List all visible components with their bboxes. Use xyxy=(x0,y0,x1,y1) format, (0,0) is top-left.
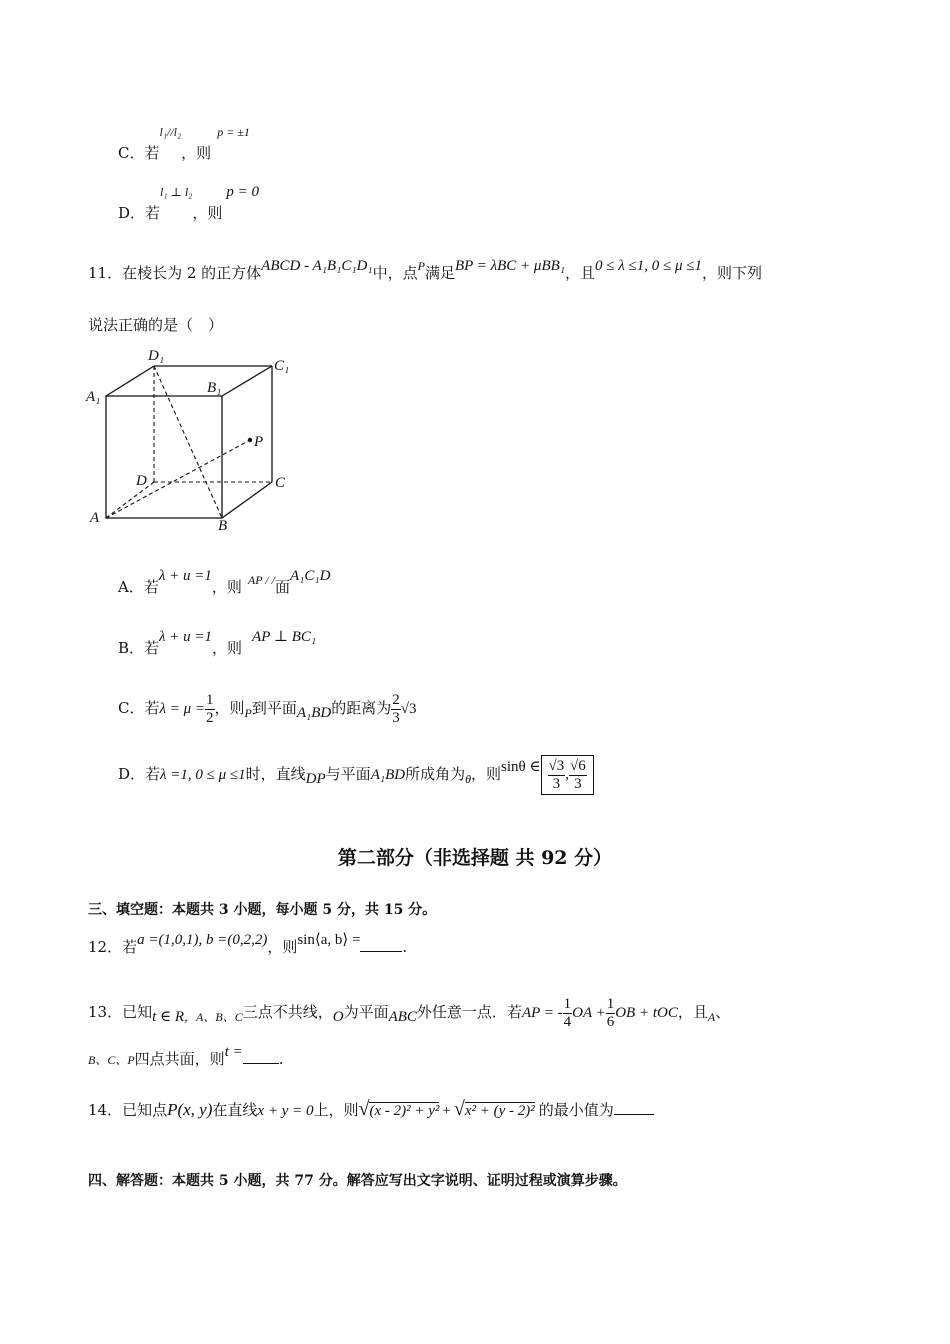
q11-d-condition: λ =1, 0 ≤ μ ≤1 xyxy=(160,767,246,783)
q13-mid4: ，且 xyxy=(677,1003,708,1021)
q11-a-plane-word: 面 xyxy=(274,578,290,596)
q10-c-condition: l₁//l₂ xyxy=(159,125,182,139)
q10-d-condition: l₁ ⊥ l₂ xyxy=(160,185,193,199)
q11-d-plane: A₁BD xyxy=(370,767,406,783)
q11-point-p: P xyxy=(417,259,425,273)
q13-points: ，A、B、C xyxy=(184,1010,243,1024)
label-p: P xyxy=(254,434,264,450)
q13-line2-points: B、C、P xyxy=(88,1053,135,1067)
q10-c-result: p = ±1 xyxy=(217,125,250,139)
q11-c-dist: 的距离为 xyxy=(331,699,392,717)
q11-a-result: AP / / xyxy=(247,573,275,587)
q13-o: O xyxy=(332,1009,344,1025)
label-d: D xyxy=(136,473,147,489)
q13-eq1: AP = - xyxy=(521,1005,563,1021)
q13-number: 13．已知 xyxy=(88,1003,153,1021)
q11-d-label: D．若 xyxy=(118,765,161,783)
q11-c-then: ，则 xyxy=(214,699,245,717)
q13-t2: t = xyxy=(224,1044,243,1060)
q11-d-mid3: 所成角为 xyxy=(405,765,466,783)
point-p xyxy=(248,438,252,442)
q14: 14．已知点P(x, y)在直线x + y = 0上，则√(x - 2)² + y² + √x² + (y - 2)² 的最小值为 xyxy=(88,1094,654,1124)
q11-d-theta: θ xyxy=(465,772,471,786)
q11-d-sin: sinθ ∈ xyxy=(501,759,541,775)
label-d1: D₁ xyxy=(148,348,165,364)
q13-abc: ABC xyxy=(388,1009,417,1025)
q11-option-c xyxy=(118,688,417,728)
label-c: C xyxy=(275,475,286,491)
q14-answer-blank[interactable] xyxy=(614,1114,654,1115)
q13-sixth: $\frac{1}{6}$ xyxy=(606,996,615,1030)
q11-stem xyxy=(88,258,763,282)
segment-a-p xyxy=(106,440,250,518)
q10-d-result: p = 0 xyxy=(226,184,259,200)
edge-b-c xyxy=(222,482,272,518)
q10-option-d xyxy=(118,184,259,222)
q11-c-label: C．若 xyxy=(118,699,160,717)
label-a1: A₁ xyxy=(86,389,101,405)
q14-number: 14．已知点 xyxy=(88,1101,168,1119)
section3-title: 三、填空题：本题共 3 小题，每小题 5 分，共 15 分。 xyxy=(88,902,437,918)
q11-c-condition: λ = μ = xyxy=(159,701,206,717)
q11-b-condition: λ + u =1 xyxy=(159,629,213,645)
q11-c-root3: √3 xyxy=(400,701,417,717)
q13-quarter: $\frac{1}{4}$ xyxy=(563,996,572,1030)
q11-c-plane: A₁BD xyxy=(296,705,332,721)
q10-option-c xyxy=(118,125,250,162)
q13-mid1: 三点不共线， xyxy=(242,1003,333,1021)
q11-c-mid: 到平面 xyxy=(251,699,297,717)
q11-option-d xyxy=(118,750,594,798)
q11-d-then: ，则 xyxy=(470,765,501,783)
q11-equation: BP = λBC + μBB₁ xyxy=(454,258,566,274)
q11-b-result: AP ⊥ BC₁ xyxy=(252,629,317,645)
q13-line2 xyxy=(88,1044,284,1068)
q10-c-label: C．若 xyxy=(118,144,160,162)
edge-a1-d1 xyxy=(106,366,154,396)
q11-cube: ABCD - A₁B₁C₁D₁ xyxy=(261,258,373,274)
q12-vectors: a =(1,0,1), b =(0,2,2) xyxy=(137,932,268,948)
q11-d-line: DP xyxy=(305,771,326,787)
q10-d-then: ，则 xyxy=(192,204,223,222)
q14-point: P(x, y) xyxy=(167,1100,213,1119)
q13-answer-blank[interactable] xyxy=(243,1063,279,1064)
cube-figure xyxy=(82,344,302,534)
q12 xyxy=(88,932,408,956)
q11-number: 11．在棱长为 2 的正方体 xyxy=(88,264,262,282)
q13 xyxy=(88,992,730,1032)
q13-a: A xyxy=(707,1010,716,1024)
front-face xyxy=(106,396,222,518)
q14-line: x + y = 0 xyxy=(257,1103,314,1119)
q14-mid2: 上，则 xyxy=(313,1101,359,1119)
q11-option-b xyxy=(118,629,317,657)
q11-mid1: 中，点 xyxy=(372,264,418,282)
q13-eq2: OA + xyxy=(572,1005,606,1021)
q13-sep: 、 xyxy=(715,1003,731,1021)
edge-b1-c1 xyxy=(222,366,272,396)
q11-d-interval: $\frac{√3}{3}$ , $\frac{√6}{3}$ xyxy=(541,755,594,795)
q11-a-label: A．若 xyxy=(118,578,159,596)
label-b: B xyxy=(218,518,228,534)
q11-mid3: ，且 xyxy=(565,264,596,282)
q14-root1: (x - 2)² + y² xyxy=(369,1103,440,1119)
label-c1: C₁ xyxy=(274,358,290,374)
q11-c-p: P xyxy=(244,706,252,720)
q11-option-a xyxy=(118,568,331,596)
label-a: A xyxy=(90,510,100,526)
q13-line2-text: 四点共面，则 xyxy=(134,1050,225,1068)
q11-c-two-thirds: $\frac{2}{3}$ xyxy=(392,692,400,726)
part2-title: 第二部分（非选择题 共 92 分） xyxy=(337,847,613,869)
q13-mid2: 为平面 xyxy=(343,1003,389,1021)
q14-plus: + xyxy=(442,1103,451,1119)
q10-c-then: ，则 xyxy=(181,144,212,162)
q11-d-mid2: 与平面 xyxy=(325,765,371,783)
label-b1: B₁ xyxy=(207,380,222,396)
q11-a-condition: λ + u =1 xyxy=(158,568,212,584)
q12-answer-blank[interactable] xyxy=(360,951,402,952)
q11-d-mid1: 时，直线 xyxy=(245,765,306,783)
q12-end: . xyxy=(402,938,408,956)
q14-tail: 的最小值为 xyxy=(538,1101,614,1119)
q10-d-label: D．若 xyxy=(118,204,161,222)
q11-c-half: $\frac{1}{2}$ xyxy=(206,692,214,726)
q11-range: 0 ≤ λ ≤1, 0 ≤ μ ≤1 xyxy=(595,258,702,274)
q11-a-then: ，则 xyxy=(211,578,242,596)
q11-b-label: B．若 xyxy=(118,639,160,657)
q11-mid2: 满足 xyxy=(424,264,455,282)
section4-title: 四、解答题：本题共 5 小题，共 77 分。解答应写出文字说明、证明过程或演算步骤。 xyxy=(88,1173,627,1189)
q12-then: ，则 xyxy=(267,938,298,956)
q13-eq3: OB + tOC xyxy=(615,1005,678,1021)
q12-expr: sin⟨a, b⟩ = xyxy=(297,932,361,948)
q11-tail: ，则下列 xyxy=(702,264,763,282)
q14-root2: x² + (y - 2)² xyxy=(464,1103,535,1119)
q13-t: t ∈ R xyxy=(152,1009,185,1025)
q11-a-plane: A₁C₁D xyxy=(290,568,331,584)
q11-stem-line2: 说法正确的是（ ） xyxy=(88,316,224,334)
q11-b-then: ，则 xyxy=(212,639,243,657)
q12-number: 12．若 xyxy=(88,938,138,956)
q13-end: . xyxy=(278,1050,284,1068)
q13-mid3: 外任意一点．若 xyxy=(416,1003,522,1021)
q14-mid1: 在直线 xyxy=(212,1101,258,1119)
